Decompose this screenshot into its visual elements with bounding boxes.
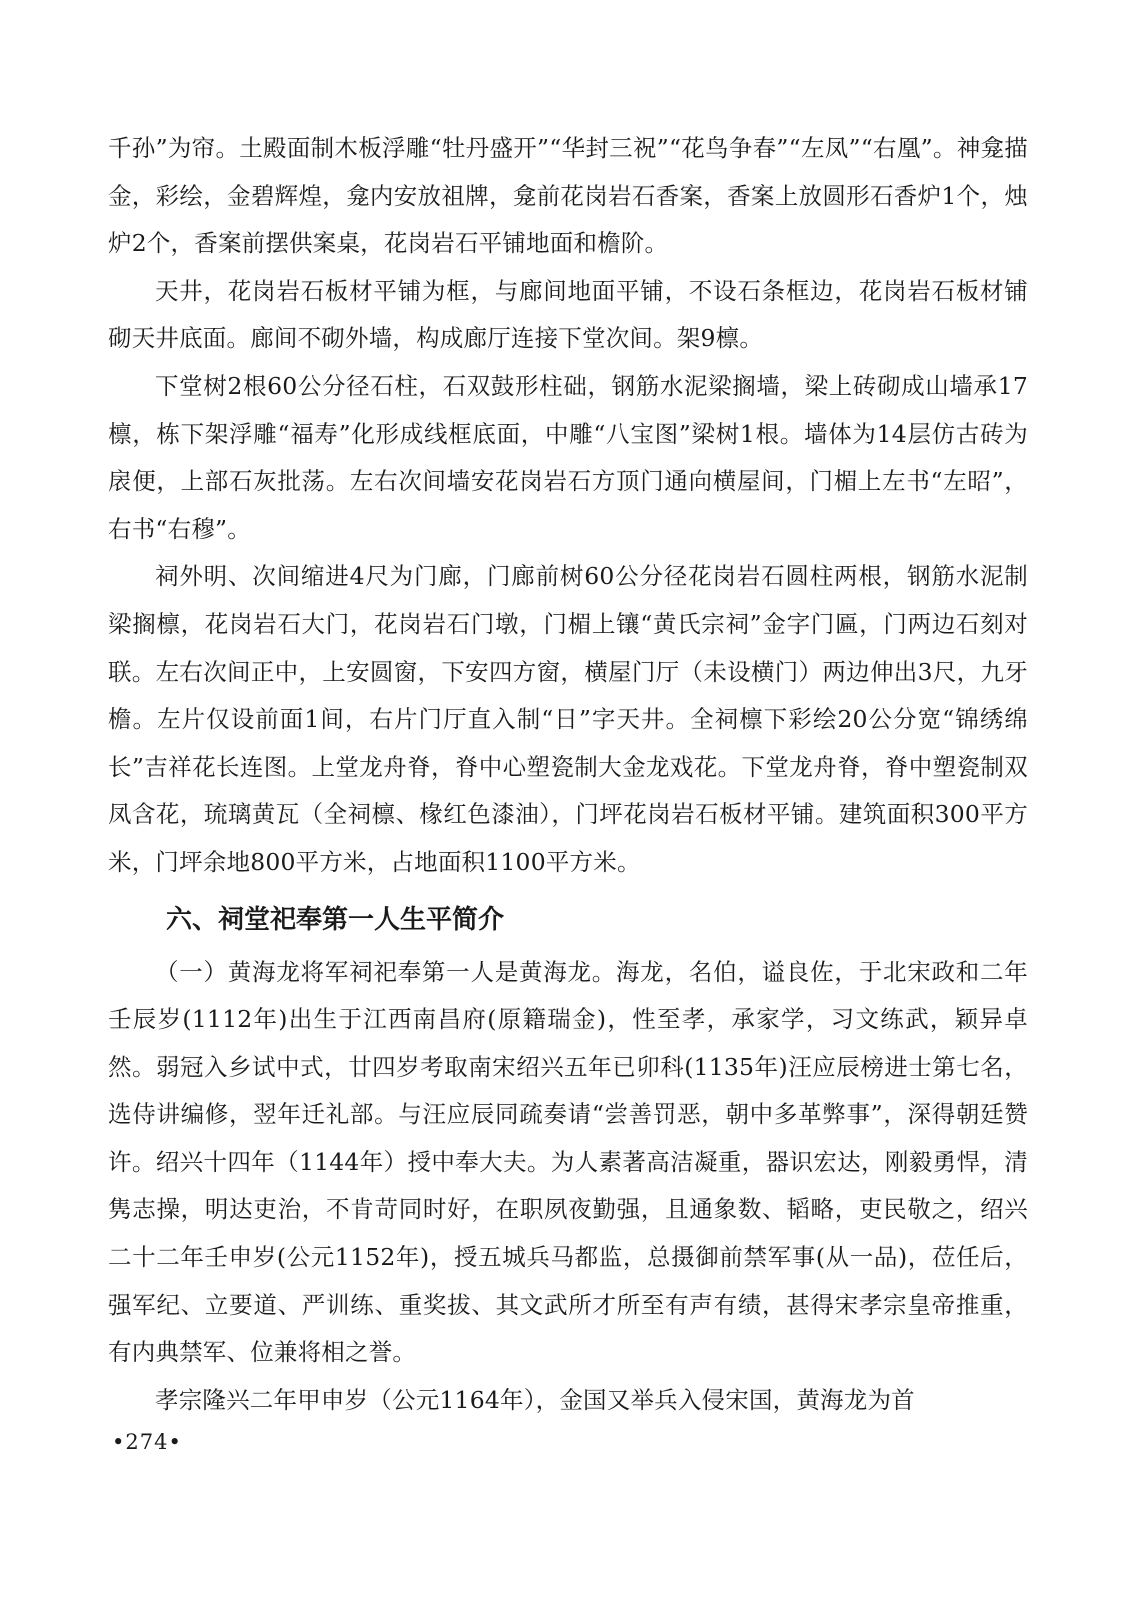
page-number: •274• bbox=[112, 1430, 182, 1454]
paragraph-ancestral-hall-shrine: 千孙”为帘。土殿面制木板浮雕“牡丹盛开”“华封三祝”“花鸟争春”“左凤”“右凰”。神龛描金，彩绘，金碧辉煌，龛内安放祖牌，龛前花岗岩石香案，香案上放圆形石香炉1个，烛炉2个，香案前摆供案桌，花岗岩石平铺地面和檐阶。 bbox=[108, 134, 1028, 258]
section-heading: 六、祠堂祀奉第一人生平简介 bbox=[166, 904, 505, 935]
paragraph-exterior-porch: 祠外明、次间缩进4尺为门廊，门廊前树60公分径花岗岩石圆柱两根，钢筋水泥制梁搁檩，花岗岩石大门，花岗岩石门墩，门楣上镶“黄氏宗祠”金字门匾，门两边石刻对联。左右次间正中，上安圆窗，下安四方窗，横屋门厅（未设横门）两边伸出3尺，九牙檐。左片仅设前面1间，右片门厅直入制“日”字天井。全祠檩下彩绘20公分宽“锦绣绵长”吉祥花长连图。上堂龙舟脊，脊中心塑瓷制大金龙戏花。下堂龙舟脊，脊中塑瓷制双凤含花，琉璃黄瓦（全祠檩、椽红色漆油），门坪花岗岩石板材平铺。建筑面积300平方米，门坪余地800平方米，占地面积1100平方米。 bbox=[108, 562, 1028, 876]
body-text bbox=[108, 125, 1028, 1424]
paragraph-longxing-year: 孝宗隆兴二年甲申岁（公元1164年），金国又举兵入侵宋国，黄海龙为首 bbox=[155, 1385, 915, 1414]
paragraph-lower-hall: 下堂树2根60公分径石柱，石双鼓形柱础，钢筋水泥梁搁墙，梁上砖砌成山墙承17檩，栋下架浮雕“福寿”化形成线框底面，中雕“八宝图”梁树1根。墙体为14层仿古砖为扆便，上部石灰批荡。左右次间墙安花岗岩石方顶门通向横屋间，门楣上左书“左昭”，右书“右穆”。 bbox=[108, 371, 1028, 543]
paragraph-courtyard: 天井，花岗岩石板材平铺为框，与廊间地面平铺，不设石条框边，花岗岩石板材铺砌天井底面。廊间不砌外墙，构成廊厅连接下堂次间。架9檩。 bbox=[108, 276, 1028, 353]
paragraph-huang-hailong-biography: （一）黄海龙将军祠祀奉第一人是黄海龙。海龙，名伯，谥良佐，于北宋政和二年壬辰岁(1112年)出生于江西南昌府(原籍瑞金)，性至孝，承家学，习文练武，颖异卓然。弱冠入乡试中式，廿四岁考取南宋绍兴五年已卯科(1135年)汪应辰榜进士第七名，选侍讲编修，翌年迁礼部。与汪应辰同疏奏请“尝善罚恶，朝中多革弊事”，深得朝廷赞许。绍兴十四年（1144年）授中奉大夫。为人素著高洁凝重，器识宏达，刚毅勇悍，清隽志操，明达吏治，不肯苛同时好，在职夙夜勤强，且通象数、韬略，吏民敬之，绍兴二十二年壬申岁(公元1152年)，授五城兵马都监，总摄御前禁军事(从一品)，莅任后，强军纪、立要道、严训练、重奖拔、其文武所才所至有声有绩，甚得宋孝宗皇帝推重，有内典禁军、位兼将相之誉。 bbox=[108, 957, 1028, 1367]
